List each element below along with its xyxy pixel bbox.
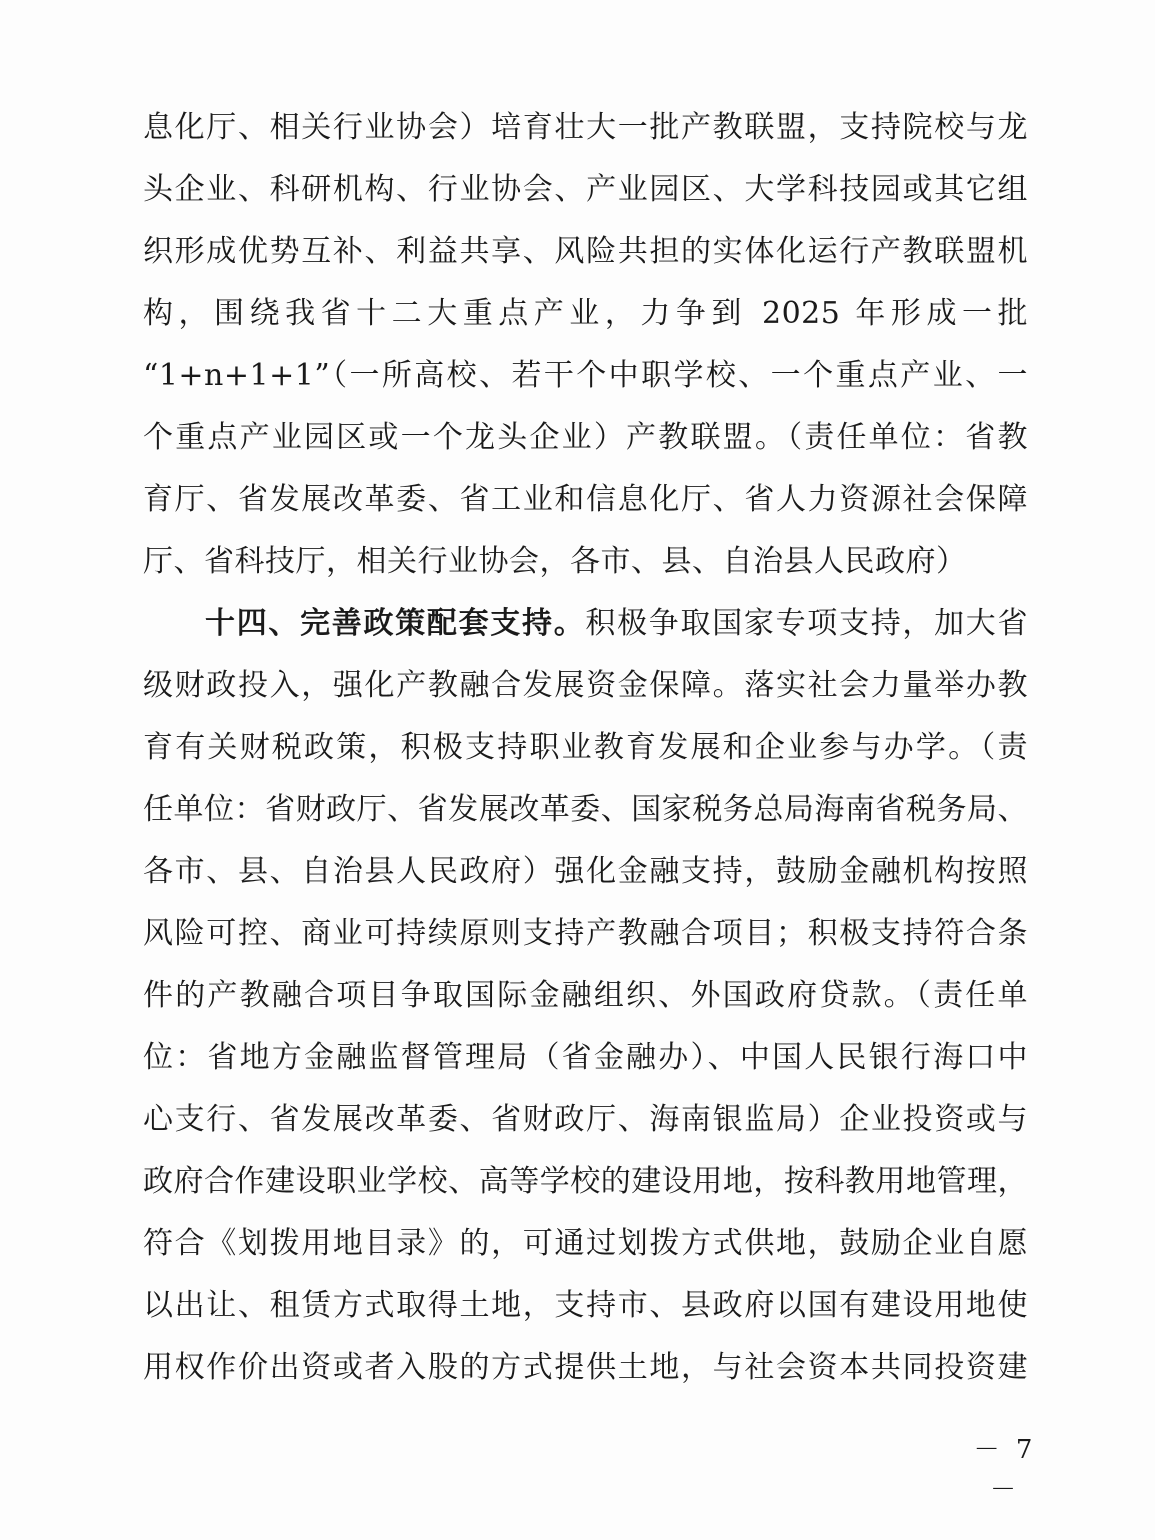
text-line: 织形成优势互补、利益共享、风险共担的实体化运行产教联盟机 bbox=[143, 234, 1028, 269]
body-text bbox=[143, 97, 1028, 1399]
text-line: 厅、省科技厅，相关行业协会，各市、县、自治县人民政府） bbox=[143, 544, 967, 579]
text-line: 符合《划拨用地目录》的，可通过划拨方式供地，鼓励企业自愿 bbox=[143, 1226, 1028, 1261]
text-line: 育有关财税政策，积极支持职业教育发展和企业参与办学。（责 bbox=[143, 730, 1028, 765]
text-line: 政府合作建设职业学校、高等学校的建设用地，按科教用地管理， bbox=[143, 1164, 1028, 1199]
page-number: － 7 － bbox=[973, 1435, 1037, 1505]
section-first-line-text: 积极争取国家专项支持，加大省 bbox=[585, 606, 1028, 641]
text-line: 以出让、租赁方式取得土地，支持市、县政府以国有建设用地使 bbox=[143, 1288, 1028, 1323]
text-line: 级财政投入，强化产教融合发展资金保障。落实社会力量举办教 bbox=[143, 668, 1028, 703]
section-first-line bbox=[143, 593, 1028, 655]
text-line: 各市、县、自治县人民政府）强化金融支持，鼓励金融机构按照 bbox=[143, 854, 1028, 889]
paragraph-section-14 bbox=[143, 593, 1028, 1399]
text-line: 心支行、省发展改革委、省财政厅、海南银监局）企业投资或与 bbox=[143, 1102, 1028, 1137]
text-line: 头企业、科研机构、行业协会、产业园区、大学科技园或其它组 bbox=[143, 172, 1028, 207]
text-line: 个重点产业园区或一个龙头企业）产教联盟。（责任单位：省教 bbox=[143, 420, 1028, 455]
text-line: 构，围绕我省十二大重点产业，力争到 2025 年形成一批 bbox=[143, 296, 1028, 331]
text-line: 育厅、省发展改革委、省工业和信息化厅、省人力资源社会保障 bbox=[143, 482, 1028, 517]
text-line: 风险可控、商业可持续原则支持产教融合项目；积极支持符合条 bbox=[143, 916, 1028, 951]
section-heading: 十四、完善政策配套支持。 bbox=[205, 606, 586, 641]
text-line: “1+n+1+1”（一所高校、若干个中职学校、一个重点产业、一 bbox=[143, 358, 1028, 393]
text-line: 用权作价出资或者入股的方式提供土地，与社会资本共同投资建 bbox=[143, 1350, 1028, 1385]
paragraph-continuation bbox=[143, 97, 1028, 593]
text-line: 位：省地方金融监督管理局（省金融办）、中国人民银行海口中 bbox=[143, 1040, 1028, 1075]
text-line: 息化厅、相关行业协会）培育壮大一批产教联盟，支持院校与龙 bbox=[143, 110, 1028, 145]
text-line: 件的产教融合项目争取国际金融组织、外国政府贷款。（责任单 bbox=[143, 978, 1028, 1013]
text-line: 任单位：省财政厅、省发展改革委、国家税务总局海南省税务局、 bbox=[143, 792, 1028, 827]
